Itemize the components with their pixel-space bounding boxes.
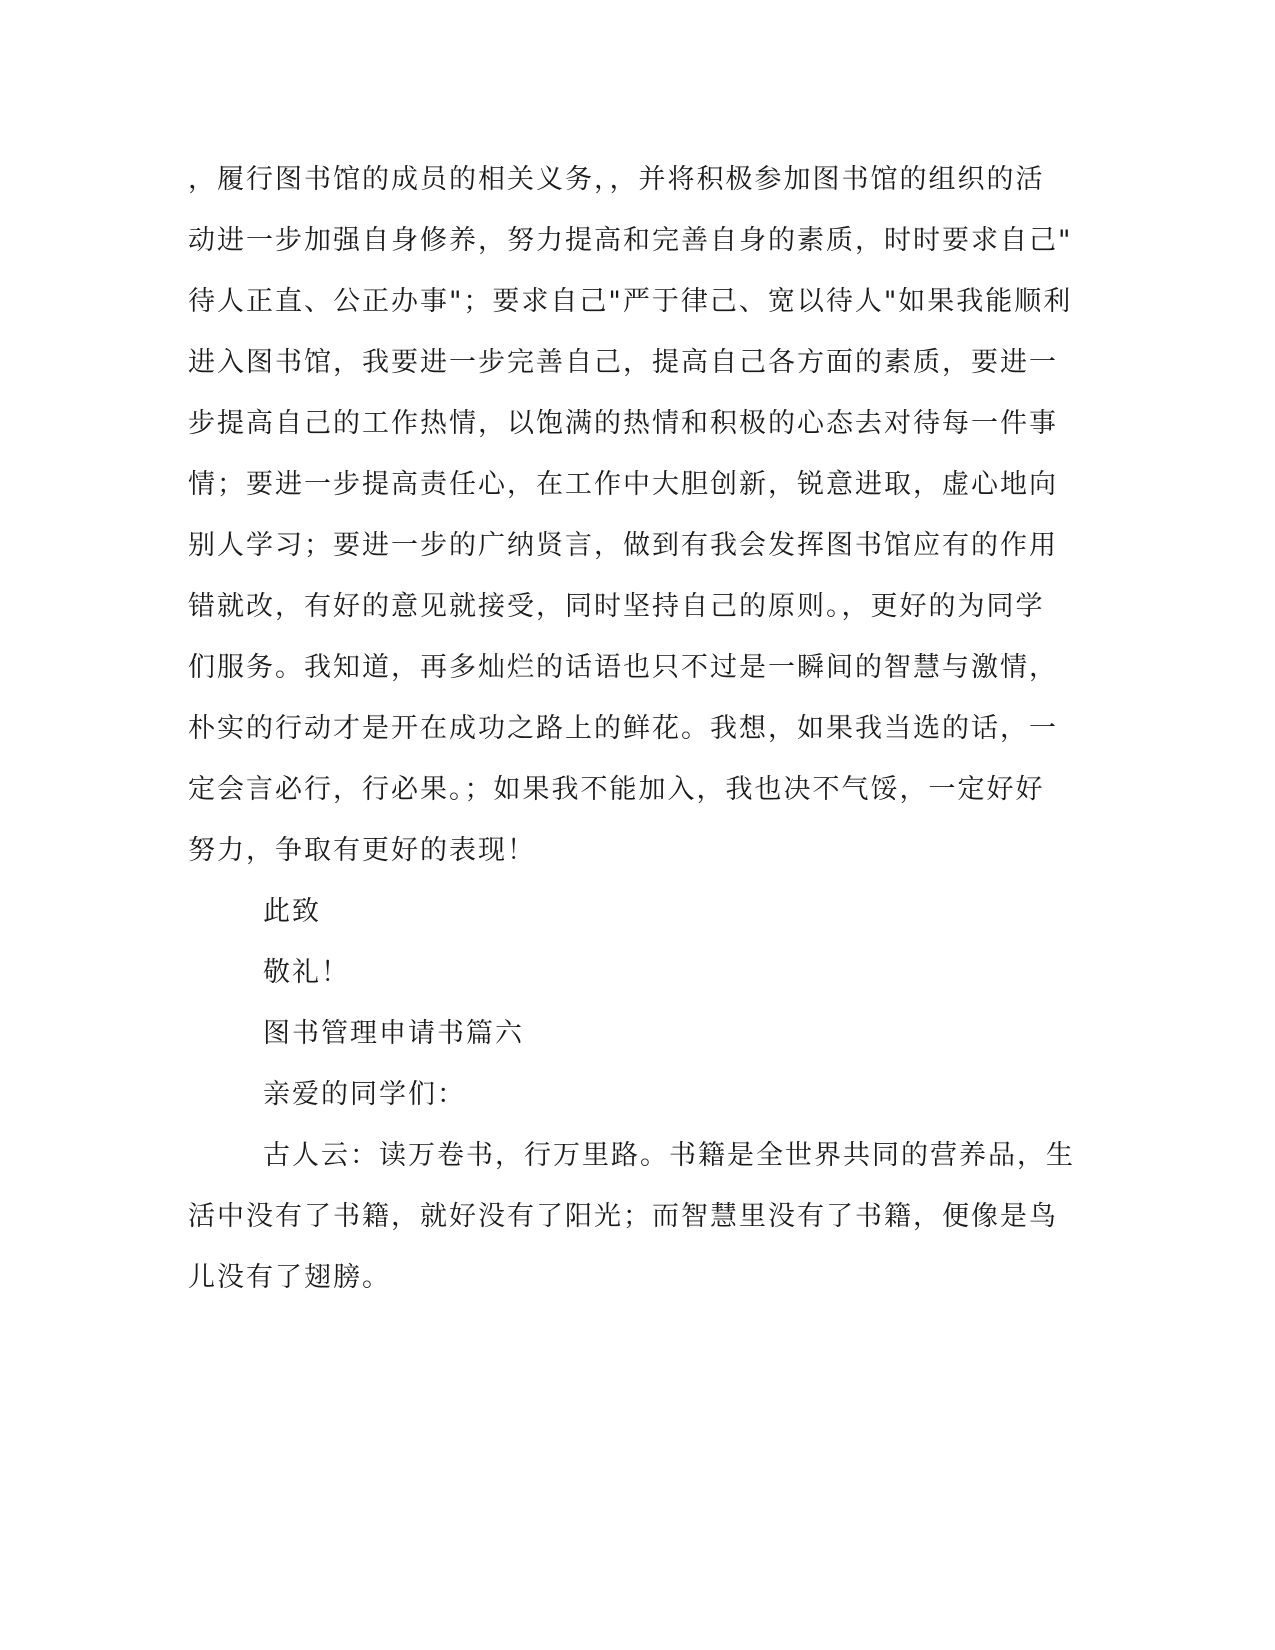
text-line: 朴实的行动才是开在成功之路上的鲜花。我想，如果我当选的话，一 (188, 713, 1058, 744)
text-line: 儿没有了翅膀。 (188, 1262, 391, 1293)
text-line: 别人学习；要进一步的广纳贤言，做到有我会发挥图书馆应有的作用 (188, 530, 1058, 561)
section-title: 图书管理申请书篇六 (263, 1018, 524, 1049)
text-line: 活中没有了书籍，就好没有了阳光；而智慧里没有了书籍，便像是鸟 (188, 1201, 1058, 1232)
text-line: 动进一步加强自身修养，努力提高和完善自身的素质，时时要求自己" (188, 225, 1073, 256)
closing-regards: 敬礼！ (263, 957, 350, 988)
text-line: 情；要进一步提高责任心，在工作中大胆创新，锐意进取，虚心地向 (188, 469, 1058, 500)
text-line: 进入图书馆，我要进一步完善自己，提高自己各方面的素质，要进一 (188, 347, 1058, 378)
text-line: 错就改，有好的意见就接受，同时坚持自己的原则。，更好的为同学 (188, 591, 1045, 622)
text-line: 古人云：读万卷书，行万里路。书籍是全世界共同的营养品，生 (263, 1140, 1075, 1171)
text-line: 定会言必行，行必果。；如果我不能加入，我也决不气馁，一定好好 (188, 774, 1045, 805)
closing-salutation: 此致 (263, 896, 321, 927)
text-line: 努力，争取有更好的表现！ (188, 835, 536, 866)
text-line: 们服务。我知道，再多灿烂的话语也只不过是一瞬间的智慧与激情， (188, 652, 1058, 683)
greeting: 亲爱的同学们： (263, 1079, 466, 1110)
text-line: 待人正直、公正办事"；要求自己"严于律己、宽以待人"如果我能顺利 (188, 286, 1073, 317)
text-line: 步提高自己的工作热情，以饱满的热情和积极的心态去对待每一件事 (188, 408, 1058, 439)
text-line: ，履行图书馆的成员的相关义务，，并将积极参加图书馆的组织的活 (188, 164, 1045, 195)
